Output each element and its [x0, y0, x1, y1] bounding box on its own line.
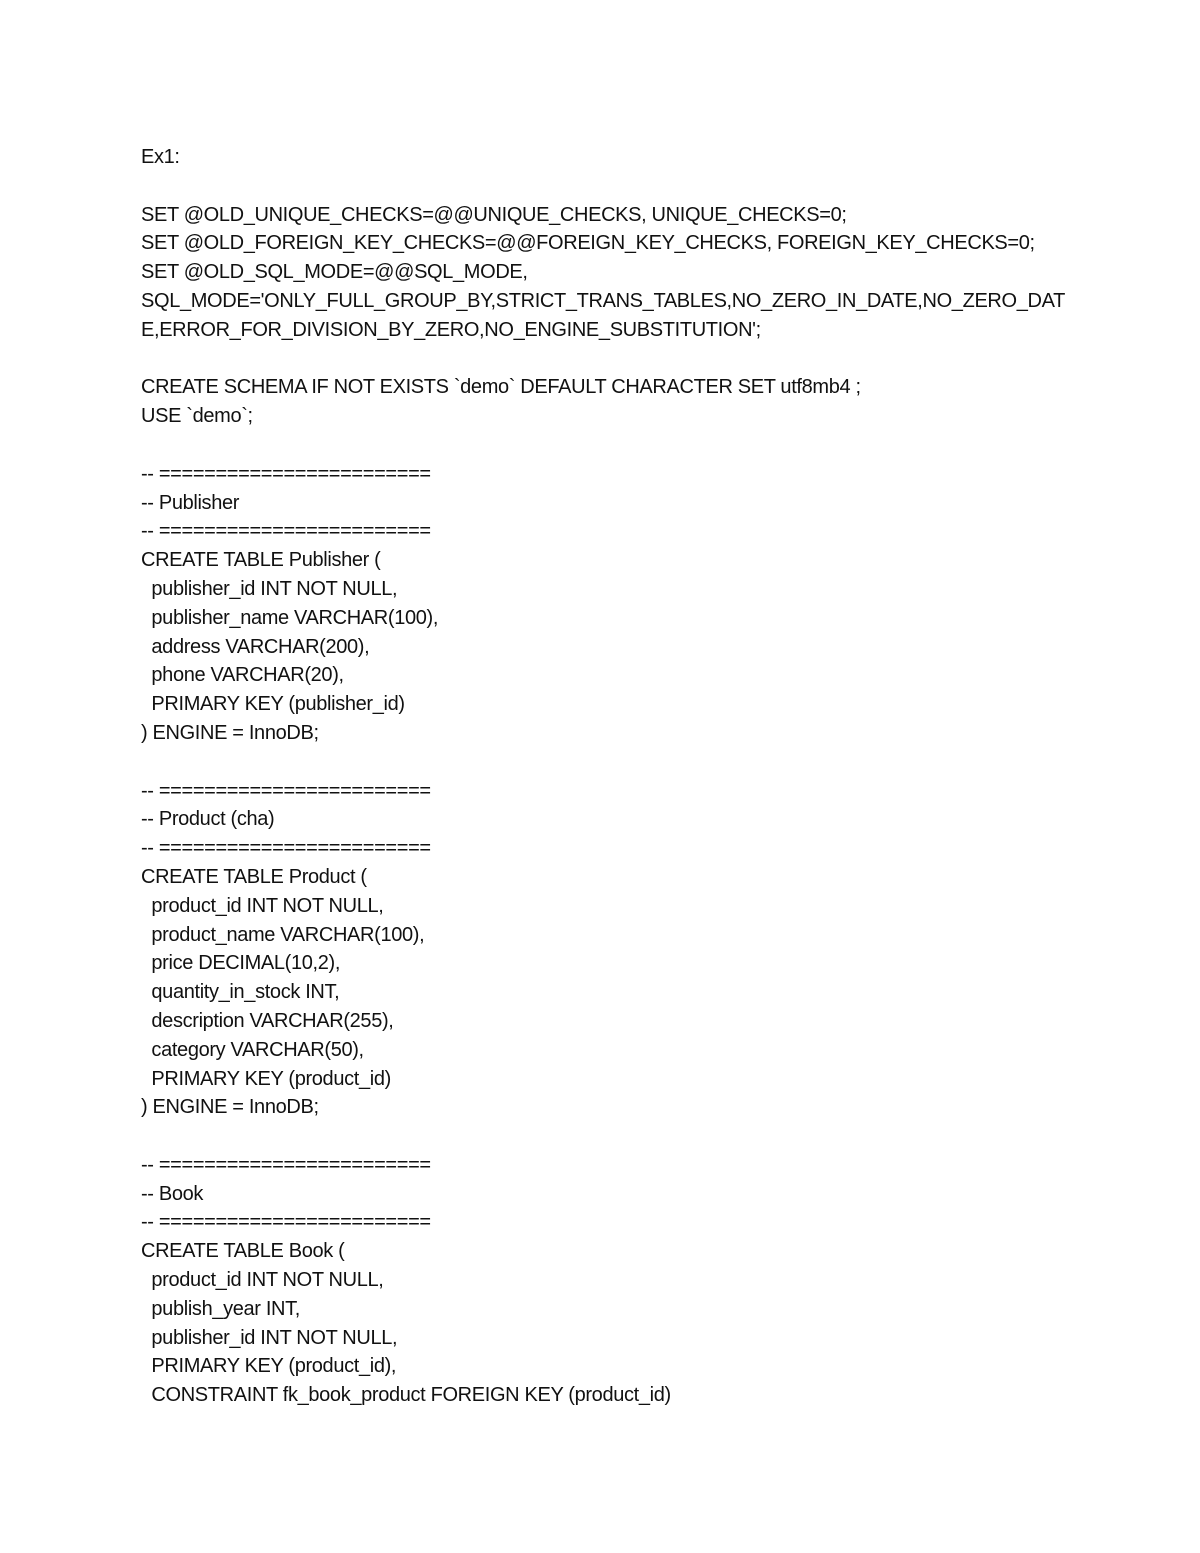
text-line: -- Product (cha): [141, 808, 275, 831]
text-line: publisher_id INT NOT NULL,: [141, 577, 398, 600]
blank-line: [141, 1122, 1101, 1151]
text-line: product_name VARCHAR(100),: [141, 923, 425, 946]
text-line: -- ========================: [141, 837, 431, 860]
text-line: product_id INT NOT NULL,: [141, 894, 384, 917]
text-line: E,ERROR_FOR_DIVISION_BY_ZERO,NO_ENGINE_SUBSTITUTION';: [141, 318, 761, 341]
blank-line: [141, 748, 1101, 777]
text-line: SET @OLD_SQL_MODE=@@SQL_MODE,: [141, 261, 528, 284]
blank-line: [141, 172, 1101, 201]
text-line: -- ========================: [141, 462, 431, 485]
document-body: [141, 143, 1101, 1410]
text-line: SET @OLD_UNIQUE_CHECKS=@@UNIQUE_CHECKS, UNIQUE_CHECKS=0;: [141, 203, 847, 226]
text-line: phone VARCHAR(20),: [141, 664, 344, 687]
text-line: publisher_name VARCHAR(100),: [141, 606, 439, 629]
text-line: SET @OLD_FOREIGN_KEY_CHECKS=@@FOREIGN_KEY_CHECKS, FOREIGN_KEY_CHECKS=0;: [141, 232, 1035, 255]
text-line: ) ENGINE = InnoDB;: [141, 721, 319, 744]
text-line: product_id INT NOT NULL,: [141, 1269, 384, 1292]
text-line: CONSTRAINT fk_book_product FOREIGN KEY (product_id): [141, 1384, 671, 1407]
text-line: CREATE TABLE Book (: [141, 1240, 345, 1263]
blank-line: [141, 345, 1101, 374]
text-line: -- Publisher: [141, 491, 240, 514]
text-line: PRIMARY KEY (product_id): [141, 1067, 391, 1090]
text-line: -- ========================: [141, 1211, 431, 1234]
text-line: description VARCHAR(255),: [141, 1009, 394, 1032]
text-line: SQL_MODE='ONLY_FULL_GROUP_BY,STRICT_TRANS_TABLES,NO_ZERO_IN_DATE,NO_ZERO_DAT: [141, 289, 1065, 312]
text-line: -- ========================: [141, 779, 431, 802]
text-line: USE `demo`;: [141, 405, 253, 428]
text-line: -- ========================: [141, 1153, 431, 1176]
text-line: -- ========================: [141, 520, 431, 543]
text-line: publish_year INT,: [141, 1297, 300, 1320]
text-line: -- Book: [141, 1182, 204, 1205]
text-line: Ex1:: [141, 146, 180, 168]
text-line: CREATE TABLE Product (: [141, 865, 367, 888]
text-line: quantity_in_stock INT,: [141, 981, 340, 1004]
text-line: CREATE SCHEMA IF NOT EXISTS `demo` DEFAULT CHARACTER SET utf8mb4 ;: [141, 376, 861, 399]
blank-line: [141, 431, 1101, 460]
text-line: CREATE TABLE Publisher (: [141, 549, 381, 572]
text-line: address VARCHAR(200),: [141, 635, 370, 658]
text-line: publisher_id INT NOT NULL,: [141, 1326, 398, 1349]
text-line: ) ENGINE = InnoDB;: [141, 1096, 319, 1119]
text-line: price DECIMAL(10,2),: [141, 952, 341, 975]
text-line: PRIMARY KEY (product_id),: [141, 1355, 397, 1378]
text-line: PRIMARY KEY (publisher_id): [141, 693, 405, 716]
text-line: category VARCHAR(50),: [141, 1038, 364, 1061]
